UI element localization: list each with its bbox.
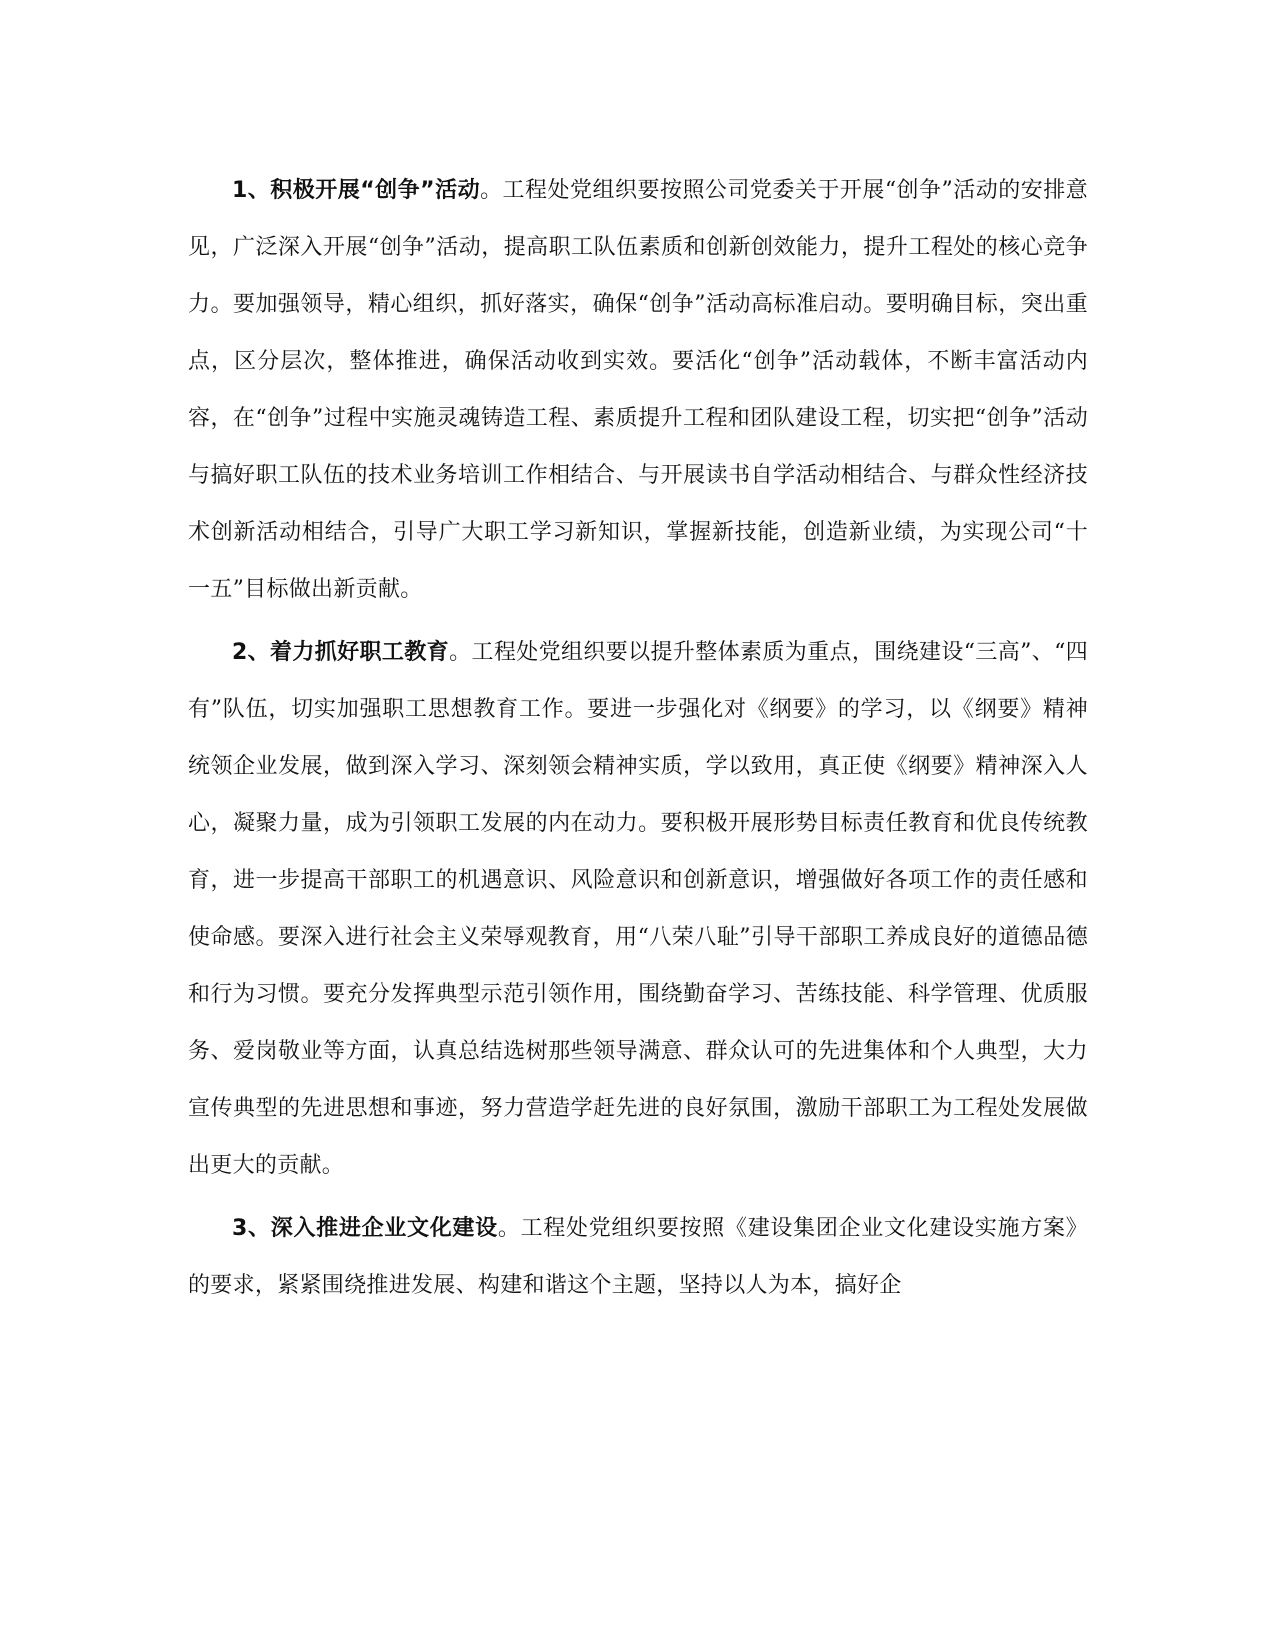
paragraph-3-heading: 3、深入推进企业文化建设 [232, 1216, 498, 1241]
paragraph-1-text: 。工程处党组织要按照公司党委关于开展“创争”活动的安排意见，广泛深入开展“创争”活动，提高职工队伍素质和创新创效能力，提升工程处的核心竞争力。要加强领导，精心组织，抓好落实，确保“创争”活动高标准启动。要明确目标，突出重点，区分层次，整体推进，确保活动收到实效。要活化“创争”活动载体，不断丰富活动内容，在“创争”过程中实施灵魂铸造工程、素质提升工程和团队建设工程，切实把“创争”活动与搞好职工队伍的技术业务培训工作相结合、与开展读书自学活动相结合、与群众性经济技术创新活动相结合，引导广大职工学习新知识，掌握新技能，创造新业绩，为实现公司“十一五”目标做出新贡献。 [188, 178, 1088, 602]
paragraph-2-heading: 2、着力抓好职工教育 [232, 640, 450, 665]
paragraph-3 [188, 1200, 1088, 1314]
paragraph-1-heading: 1、积极开展“创争”活动 [232, 178, 481, 203]
paragraph-3-text: 。工程处党组织要按照《建设集团企业文化建设实施方案》的要求，紧紧围绕推进发展、构建和谐这个主题，坚持以人为本，搞好企 [188, 1216, 1088, 1298]
paragraph-2 [188, 624, 1088, 1194]
paragraph-1 [188, 162, 1088, 618]
paragraph-2-text: 。工程处党组织要以提升整体素质为重点，围绕建设“三高”、“四有”队伍，切实加强职工思想教育工作。要进一步强化对《纲要》的学习，以《纲要》精神统领企业发展，做到深入学习、深刻领会精神实质，学以致用，真正使《纲要》精神深入人心，凝聚力量，成为引领职工发展的内在动力。要积极开展形势目标责任教育和优良传统教育，进一步提高干部职工的机遇意识、风险意识和创新意识，增强做好各项工作的责任感和使命感。要深入进行社会主义荣辱观教育，用“八荣八耻”引导干部职工养成良好的道德品德和行为习惯。要充分发挥典型示范引领作用，围绕勤奋学习、苦练技能、科学管理、优质服务、爱岗敬业等方面，认真总结选树那些领导满意、群众认可的先进集体和个人典型，大力宣传典型的先进思想和事迹，努力营造学赶先进的良好氛围，激励干部职工为工程处发展做出更大的贡献。 [188, 640, 1088, 1178]
document-body [188, 162, 1088, 1314]
